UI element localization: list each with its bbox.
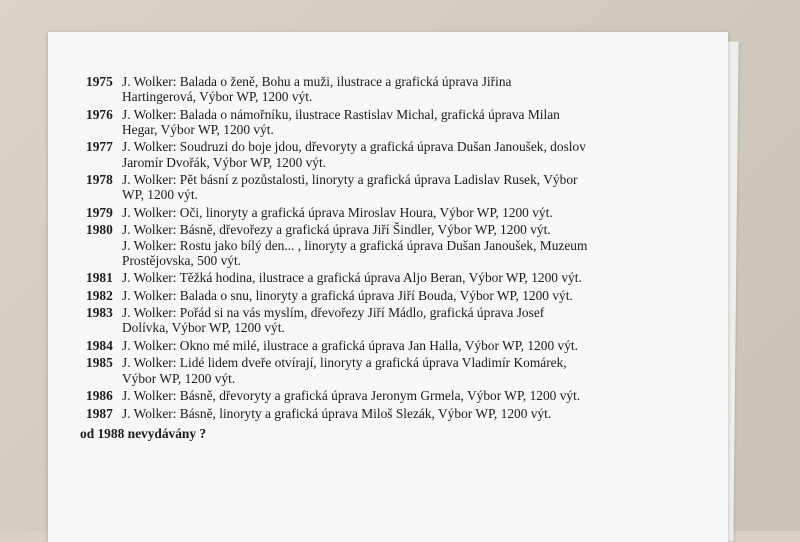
entry-text-line: Jaromír Dvořák, Výbor WP, 1200 výt. bbox=[122, 154, 327, 170]
entry-text bbox=[122, 222, 606, 268]
list-entry bbox=[86, 355, 606, 385]
entry-year: 1987 bbox=[86, 405, 113, 421]
list-entry bbox=[86, 107, 606, 137]
entry-text-line: J. Wolker: Lidé lidem dveře otvírají, linoryty a grafická úprava Vladimír Komárek, bbox=[122, 355, 567, 371]
footer-note: od 1988 nevydávány ? bbox=[80, 426, 207, 441]
entry-text-line: J. Wolker: Oči, linoryty a grafická úprava Miroslav Houra, Výbor WP, 1200 výt. bbox=[122, 204, 553, 220]
entry-year: 1983 bbox=[86, 305, 113, 321]
entry-text bbox=[122, 355, 606, 385]
entry-text bbox=[122, 305, 606, 335]
entry-text-line: J. Wolker: Pořád si na vás myslím, dřevořezy Jiří Mádlo, grafická úprava Josef bbox=[122, 305, 545, 321]
entry-text-line: J. Wolker: Okno mé milé, ilustrace a grafická úprava Jan Halla, Výbor WP, 1200 výt. bbox=[122, 337, 578, 353]
entry-text bbox=[122, 139, 606, 169]
entry-text bbox=[122, 205, 606, 220]
entry-text bbox=[122, 338, 606, 353]
entry-text-line: Hegar, Výbor WP, 1200 výt. bbox=[122, 121, 274, 137]
entry-year: 1982 bbox=[86, 287, 113, 303]
entry-text bbox=[122, 172, 606, 202]
list-entry bbox=[86, 406, 606, 421]
entry-year: 1980 bbox=[86, 222, 113, 238]
entry-text-line: J. Wolker: Rostu jako bílý den... , linoryty a grafická úprava Dušan Janoušek, Muzeum bbox=[122, 237, 588, 253]
entry-year: 1975 bbox=[86, 74, 113, 89]
entry-text-line: Dolívka, Výbor WP, 1200 výt. bbox=[122, 320, 285, 336]
entry-text-line: J. Wolker: Básně, dřevořezy a grafická úprava Jiří Šindler, Výbor WP, 1200 výt. bbox=[122, 222, 551, 238]
entry-text-line: Výbor WP, 1200 výt. bbox=[122, 370, 236, 386]
entry-year: 1985 bbox=[86, 355, 113, 371]
list-entry bbox=[86, 270, 606, 285]
list-entry bbox=[86, 172, 606, 202]
entry-text-line: J. Wolker: Balada o námořníku, ilustrace Rastislav Michal, grafická úprava Milan bbox=[122, 106, 560, 122]
entry-text bbox=[122, 74, 606, 104]
list-entry bbox=[86, 222, 606, 268]
publication-list bbox=[86, 74, 606, 423]
entry-text-line: Hartingerová, Výbor WP, 1200 výt. bbox=[122, 89, 313, 105]
list-entry bbox=[86, 205, 606, 220]
list-entry bbox=[86, 338, 606, 353]
entry-text bbox=[122, 107, 606, 137]
entry-year: 1977 bbox=[86, 139, 113, 155]
entry-text-line: Prostějovska, 500 výt. bbox=[122, 252, 242, 268]
entry-text-line: J. Wolker: Básně, dřevoryty a grafická úprava Jeronym Grmela, Výbor WP, 1200 výt. bbox=[122, 388, 581, 404]
entry-text-line: J. Wolker: Básně, linoryty a grafická úprava Miloš Slezák, Výbor WP, 1200 výt. bbox=[122, 405, 552, 421]
entry-text-line: J. Wolker: Těžká hodina, ilustrace a grafická úprava Aljo Beran, Výbor WP, 1200 výt. bbox=[122, 270, 582, 286]
list-entry bbox=[86, 288, 606, 303]
entry-text-line: WP, 1200 výt. bbox=[122, 187, 198, 203]
entry-text bbox=[122, 388, 606, 403]
list-entry bbox=[86, 139, 606, 169]
entry-year: 1978 bbox=[86, 172, 113, 188]
entry-text-line: J. Wolker: Soudruzi do boje jdou, dřevoryty a grafická úprava Dušan Janoušek, doslov bbox=[122, 139, 586, 155]
entry-year: 1986 bbox=[86, 388, 113, 404]
entry-year: 1984 bbox=[86, 337, 113, 353]
entry-text bbox=[122, 406, 606, 421]
entry-year: 1979 bbox=[86, 204, 113, 220]
entry-text-line: J. Wolker: Pět básní z pozůstalosti, linoryty a grafická úprava Ladislav Rusek, Výbor bbox=[122, 172, 578, 188]
list-entry bbox=[86, 305, 606, 335]
entry-text-line: J. Wolker: Balada o snu, linoryty a grafická úprava Jiří Bouda, Výbor WP, 1200 výt. bbox=[122, 287, 573, 303]
entry-year: 1976 bbox=[86, 106, 113, 122]
list-entry bbox=[86, 388, 606, 403]
entry-text-line: J. Wolker: Balada o ženě, Bohu a muži, ilustrace a grafická úprava Jiřina bbox=[122, 74, 512, 89]
entry-text bbox=[122, 288, 606, 303]
entry-year: 1981 bbox=[86, 270, 113, 286]
entry-text bbox=[122, 270, 606, 285]
list-entry bbox=[86, 74, 606, 104]
